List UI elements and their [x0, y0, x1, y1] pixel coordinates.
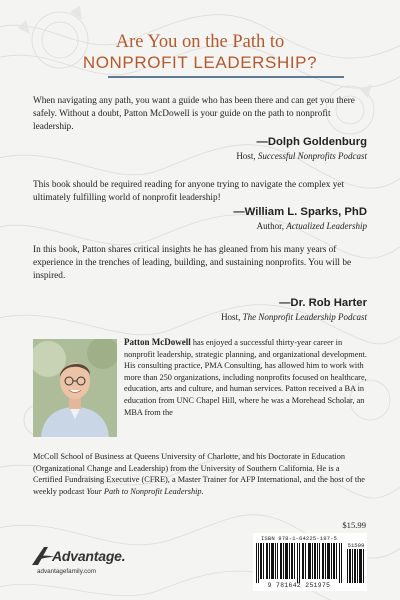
author-bio-top	[124, 337, 367, 418]
price-barcode-bars	[347, 549, 365, 583]
testimonial-quote-2: This book should be required reading for anyone trying to navigate the complex yet ultimately fulfilling world of nonprofit leadership!	[33, 180, 345, 204]
testimonial-role-3: Host,	[221, 312, 241, 322]
headline-line-1: Are You on the Path to	[115, 32, 285, 52]
author-podcast-title: Your Path to Nonprofit Leadership.	[86, 486, 204, 496]
testimonial-name-1: —Dolph Goldenburg	[256, 136, 367, 148]
barcode-price-code: 51599	[347, 542, 365, 549]
testimonial-name-3: —Dr. Rob Harter	[279, 297, 367, 309]
testimonial-role-2: Author,	[256, 221, 284, 231]
testimonial-source-2: Actualized Leadership	[286, 221, 367, 231]
testimonial-name-2: —William L. Sparks, PhD	[233, 206, 367, 218]
isbn-barcode	[253, 533, 367, 591]
testimonial-quote-3: In this book, Patton shares critical insights he has gleaned from his many years of experience in the trenches of leading, building, and sustaining nonprofits. You will be inspired.	[33, 245, 352, 282]
publisher-logo	[30, 545, 140, 569]
testimonial-affiliation-2	[233, 221, 367, 231]
headline-line-2: NONPROFIT LEADERSHIP?	[82, 53, 318, 72]
author-bio-bottom	[33, 451, 367, 497]
testimonial-affiliation-1	[236, 151, 367, 161]
author-bio	[33, 337, 367, 496]
testimonial-attribution-3	[221, 297, 367, 322]
barcode-digits: 9 781642 251975	[267, 582, 331, 589]
testimonial-quote-1: When navigating any path, you want a guide who has been there and can get you there safely. Without a doubt, Patton McDowell is your guide on the path to nonprofit leadership.	[33, 96, 355, 133]
author-bio-text-bottom: McColl School of Business at Queens University of Charlotte, and his Doctorate in Education (Organizational Change and Leadership) from the University of Southern California. He is a Certified Fundraising Executive (CFRE), a Master Trainer for AFP International, and the host of the weekly podcast	[33, 452, 365, 496]
testimonial-affiliation-3	[221, 312, 367, 322]
isbn-number: ISBN 978-1-64225-197-5	[260, 535, 338, 542]
publisher-logo-text: Advantage.	[52, 548, 126, 564]
testimonial-source-1: Successful Nonprofits Podcast	[257, 151, 367, 161]
testimonial-attribution-1	[236, 136, 367, 161]
price-label: $15.99	[342, 520, 366, 530]
headline-divider	[108, 76, 344, 78]
publisher-website[interactable]: advantagefamily.com	[37, 568, 97, 575]
testimonial-attribution-2	[233, 206, 367, 231]
ean-barcode-bars	[256, 543, 344, 583]
testimonial-role-1: Host,	[236, 151, 256, 161]
testimonial-source-3: The Nonprofit Leadership Podcast	[242, 312, 367, 322]
author-bio-text-top: has enjoyed a successful thirty-year career in nonprofit leadership, strategic planning, and organizational development. His consulting practice, PMA Consulting, has allowed him to work with more than 250 organizations, including nonprofits focused on healthcare, education, arts and culture, and human services. Patton received a BA in education from UNC Chapel Hill, where he was a Morehead Scholar, an MBA from the	[124, 338, 367, 417]
author-name: Patton McDowell	[124, 337, 191, 347]
